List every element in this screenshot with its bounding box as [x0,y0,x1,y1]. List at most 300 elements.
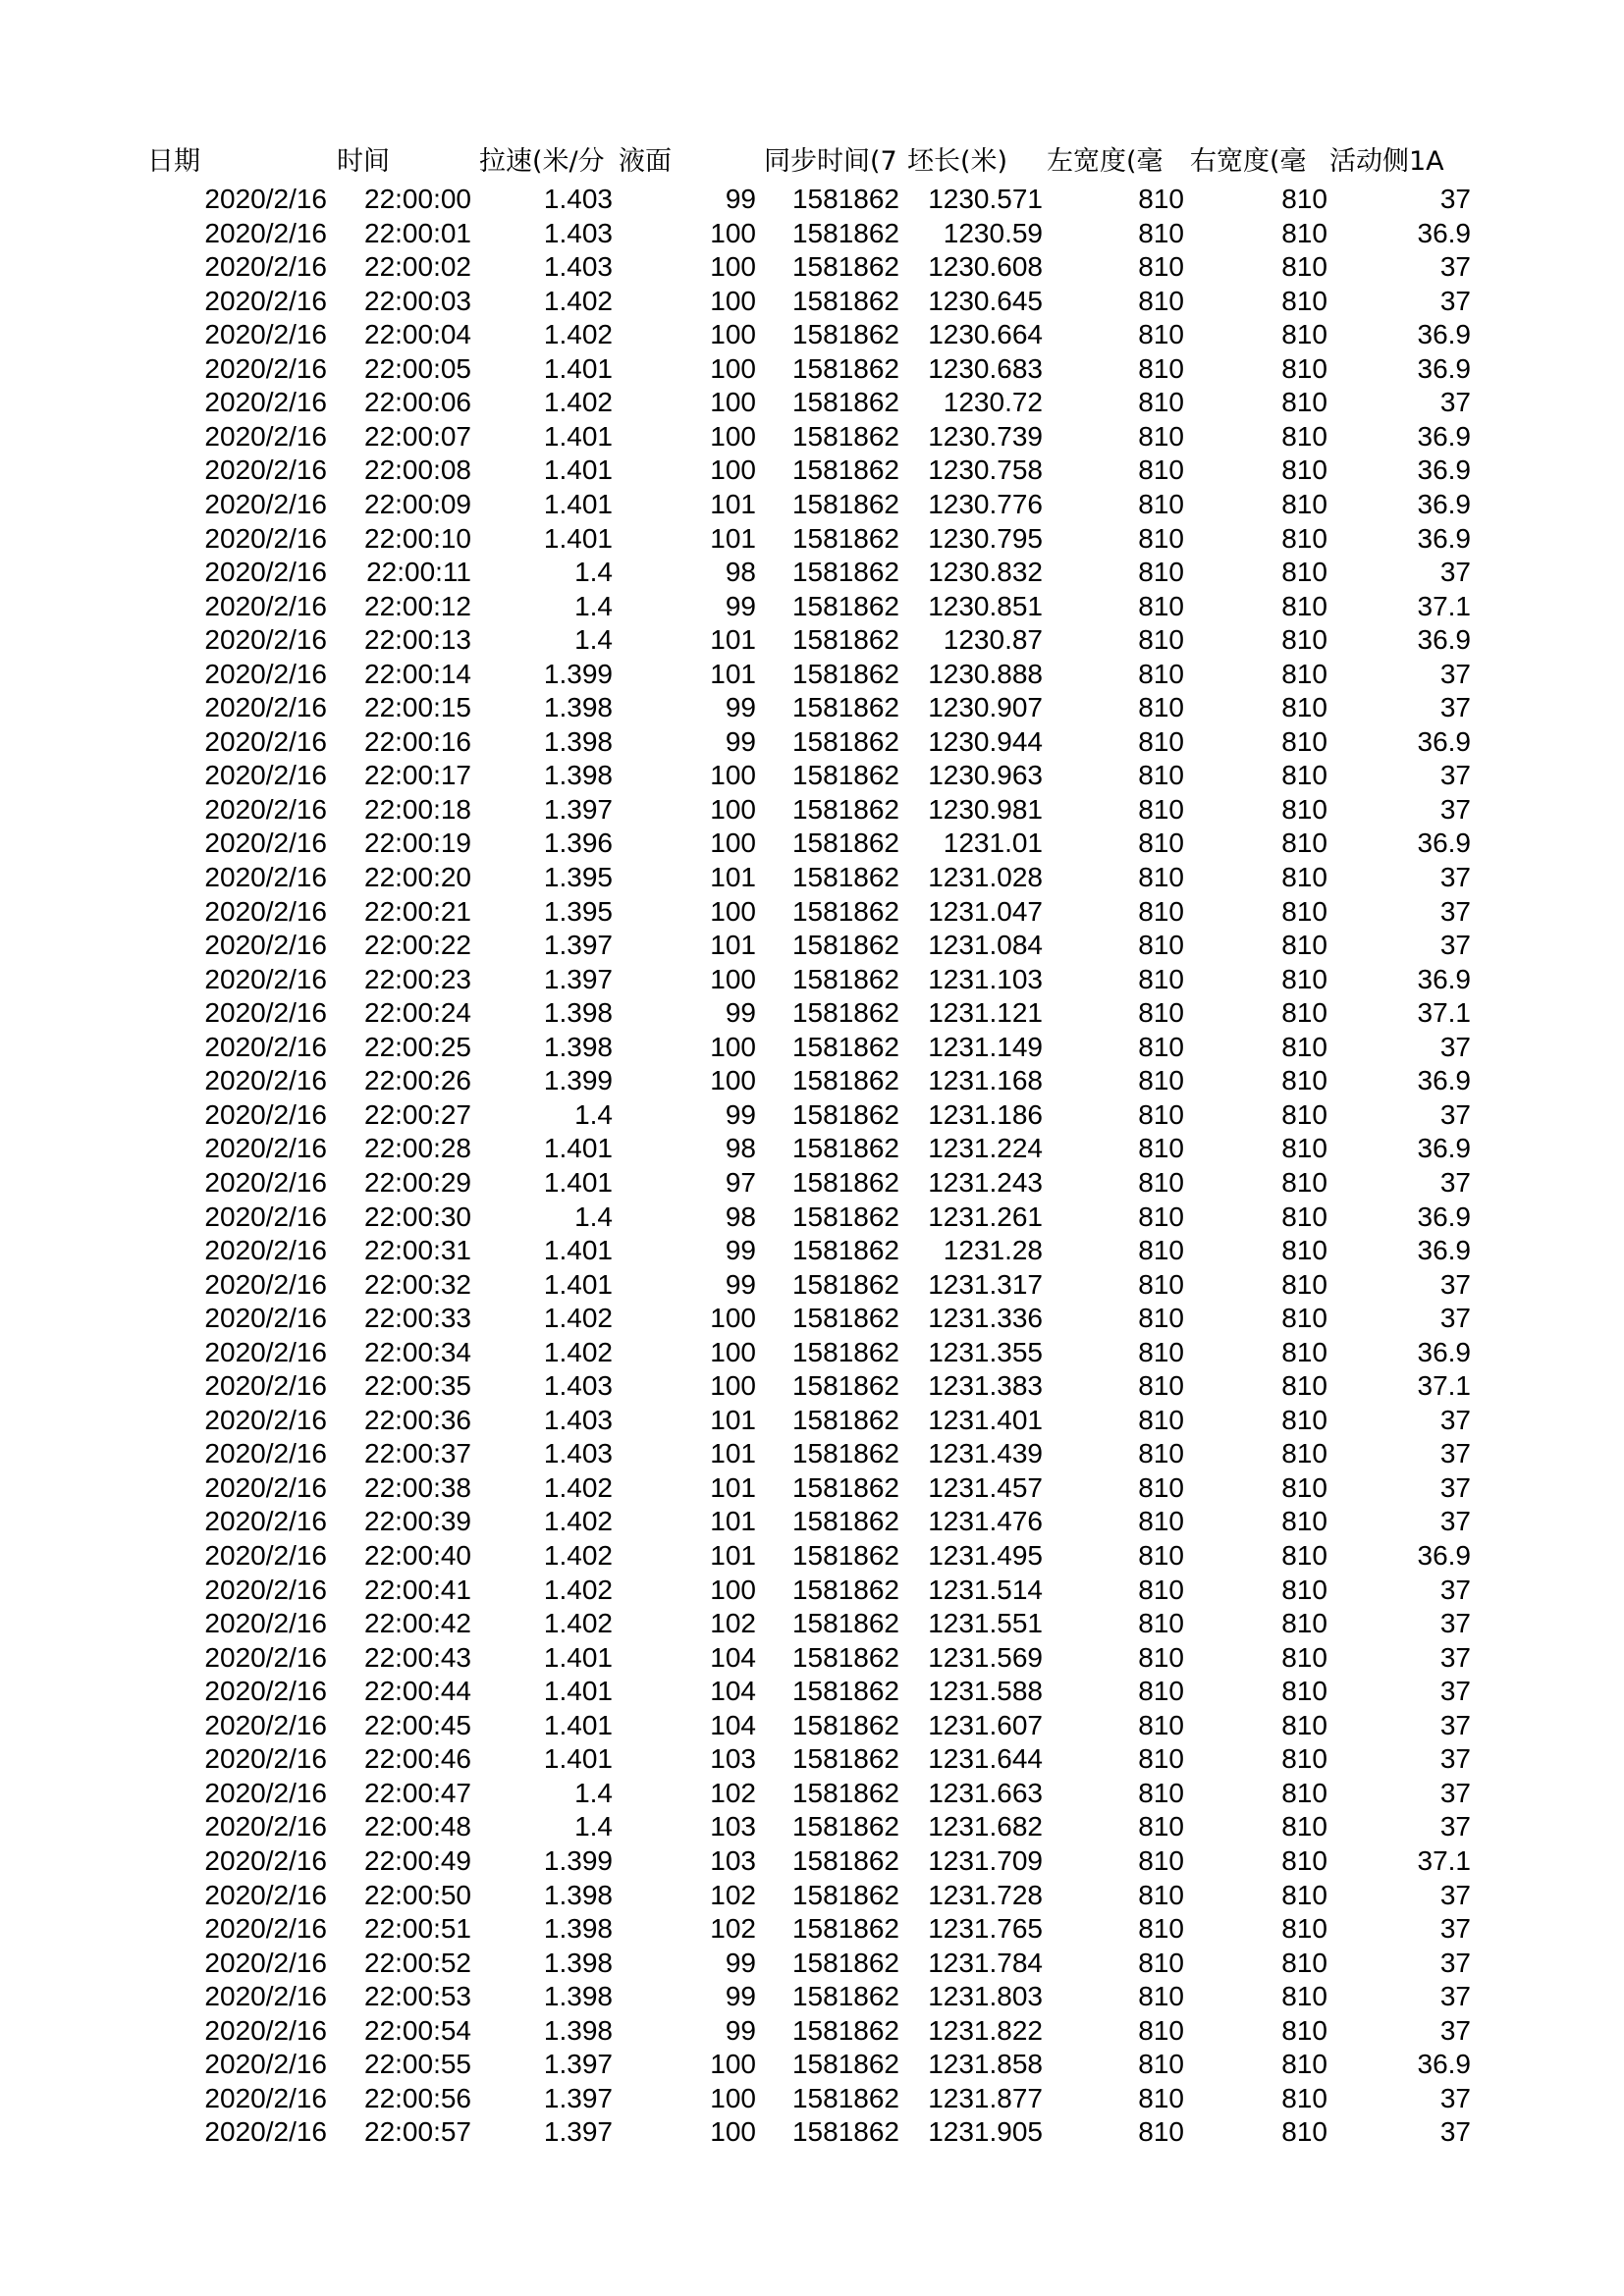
cell-active-side-1a: 36.9 [1417,319,1471,350]
cell-left-width: 810 [1138,1336,1184,1367]
cell-active-side-1a: 36.9 [1417,1336,1471,1367]
cell-sync-time: 1581862 [791,1608,899,1639]
cell-slab-length: 1231.905 [928,2116,1043,2148]
cell-date: 2020/2/16 [204,1777,327,1808]
cell-active-side-1a: 37 [1439,2014,1471,2046]
cell-date: 2020/2/16 [204,488,327,519]
cell-left-width: 810 [1138,1506,1184,1537]
cell-casting-speed: 1.399 [543,1844,613,1876]
cell-liquid-level: 100 [710,1065,756,1096]
cell-sync-time: 1581862 [791,1676,899,1707]
cell-slab-length: 1231.383 [928,1370,1043,1402]
cell-liquid-level: 101 [710,930,756,961]
cell-slab-length: 1231.355 [928,1336,1043,1367]
cell-liquid-level: 100 [710,217,756,248]
cell-slab-length: 1230.571 [928,184,1043,214]
cell-right-width: 810 [1281,1235,1327,1266]
table-row [0,2115,1624,2149]
cell-active-side-1a: 36.9 [1417,2049,1471,2080]
cell-liquid-level: 100 [710,319,756,350]
cell-time: 22:00:43 [364,1641,471,1673]
cell-date: 2020/2/16 [204,862,327,892]
cell-date: 2020/2/16 [204,319,327,350]
table-row [0,759,1624,792]
cell-active-side-1a: 37 [1439,2082,1471,2113]
cell-left-width: 810 [1138,1608,1184,1639]
cell-sync-time: 1581862 [791,1811,899,1842]
table-row [0,658,1624,691]
cell-sync-time: 1581862 [791,1471,899,1503]
cell-active-side-1a: 37 [1439,184,1471,214]
cell-liquid-level: 101 [710,862,756,892]
cell-slab-length: 1230.981 [928,793,1043,825]
cell-left-width: 810 [1138,930,1184,961]
cell-active-side-1a: 37 [1439,658,1471,689]
cell-slab-length: 1231.682 [928,1811,1043,1842]
cell-casting-speed: 1.402 [543,285,613,316]
cell-time: 22:00:05 [364,352,471,384]
cell-active-side-1a: 37 [1439,251,1471,283]
cell-sync-time: 1581862 [791,2014,899,2046]
cell-active-side-1a: 36.9 [1417,725,1471,757]
cell-active-side-1a: 37 [1439,1947,1471,1978]
cell-time: 22:00:09 [364,488,471,519]
cell-slab-length: 1231.103 [928,963,1043,994]
cell-right-width: 810 [1281,1608,1327,1639]
cell-slab-length: 1231.877 [928,2082,1043,2113]
cell-sync-time: 1581862 [791,1065,899,1096]
table-row [0,488,1624,521]
table-row [0,1132,1624,1165]
cell-sync-time: 1581862 [791,488,899,519]
cell-right-width: 810 [1281,1370,1327,1402]
cell-date: 2020/2/16 [204,828,327,859]
cell-right-width: 810 [1281,488,1327,519]
cell-left-width: 810 [1138,184,1184,214]
cell-date: 2020/2/16 [204,1540,327,1571]
cell-time: 22:00:26 [364,1065,471,1096]
cell-liquid-level: 100 [710,2049,756,2080]
cell-time: 22:00:31 [364,1235,471,1266]
cell-sync-time: 1581862 [791,217,899,248]
cell-liquid-level: 99 [725,1947,756,1978]
cell-casting-speed: 1.398 [543,1981,613,2012]
table-row [0,1369,1624,1403]
cell-right-width: 810 [1281,1065,1327,1096]
cell-slab-length: 1231.28 [943,1235,1043,1266]
cell-time: 22:00:14 [364,658,471,689]
table-row [0,793,1624,827]
cell-active-side-1a: 37 [1439,1098,1471,1130]
cell-liquid-level: 99 [725,1981,756,2012]
cell-right-width: 810 [1281,1098,1327,1130]
cell-slab-length: 1231.121 [928,997,1043,1029]
cell-slab-length: 1231.047 [928,895,1043,927]
cell-liquid-level: 101 [710,522,756,554]
cell-date: 2020/2/16 [204,285,327,316]
cell-active-side-1a: 36.9 [1417,488,1471,519]
table-row [0,2082,1624,2115]
cell-casting-speed: 1.397 [543,793,613,825]
cell-casting-speed: 1.402 [543,1574,613,1605]
cell-right-width: 810 [1281,319,1327,350]
table-header-row [0,145,1624,179]
cell-slab-length: 1231.317 [928,1268,1043,1300]
cell-liquid-level: 100 [710,251,756,283]
cell-left-width: 810 [1138,522,1184,554]
header-right-width: 右宽度(毫 [1190,146,1307,177]
table-row [0,556,1624,589]
cell-right-width: 810 [1281,1166,1327,1198]
cell-slab-length: 1231.663 [928,1777,1043,1808]
cell-casting-speed: 1.398 [543,2014,613,2046]
cell-casting-speed: 1.402 [543,387,613,418]
cell-casting-speed: 1.403 [543,1438,613,1469]
cell-time: 22:00:37 [364,1438,471,1469]
cell-active-side-1a: 37 [1439,760,1471,791]
cell-left-width: 810 [1138,1676,1184,1707]
cell-sync-time: 1581862 [791,285,899,316]
cell-left-width: 810 [1138,1438,1184,1469]
cell-slab-length: 1231.457 [928,1471,1043,1503]
header-slab-length: 坯长(米) [907,146,1008,177]
cell-slab-length: 1231.551 [928,1608,1043,1639]
table-row [0,183,1624,216]
table-row [0,454,1624,487]
cell-casting-speed: 1.4 [574,590,613,621]
cell-right-width: 810 [1281,828,1327,859]
cell-liquid-level: 100 [710,387,756,418]
cell-time: 22:00:45 [364,1709,471,1740]
cell-left-width: 810 [1138,658,1184,689]
cell-active-side-1a: 36.9 [1417,963,1471,994]
cell-active-side-1a: 36.9 [1417,352,1471,384]
cell-active-side-1a: 37 [1439,387,1471,418]
cell-active-side-1a: 37 [1439,1471,1471,1503]
cell-active-side-1a: 36.9 [1417,828,1471,859]
cell-sync-time: 1581862 [791,1981,899,2012]
cell-sync-time: 1581862 [791,2049,899,2080]
cell-date: 2020/2/16 [204,1844,327,1876]
cell-left-width: 810 [1138,1201,1184,1232]
cell-sync-time: 1581862 [791,590,899,621]
cell-slab-length: 1231.803 [928,1981,1043,2012]
cell-right-width: 810 [1281,793,1327,825]
cell-active-side-1a: 37 [1439,1709,1471,1740]
cell-active-side-1a: 37.1 [1417,1844,1471,1876]
cell-left-width: 810 [1138,1303,1184,1334]
cell-sync-time: 1581862 [791,2082,899,2113]
cell-sync-time: 1581862 [791,1166,899,1198]
cell-liquid-level: 101 [710,1540,756,1571]
cell-left-width: 810 [1138,2082,1184,2113]
header-time: 时间 [337,146,390,177]
cell-left-width: 810 [1138,1743,1184,1775]
cell-casting-speed: 1.397 [543,963,613,994]
cell-right-width: 810 [1281,895,1327,927]
cell-liquid-level: 98 [725,1201,756,1232]
cell-casting-speed: 1.4 [574,1098,613,1130]
cell-slab-length: 1231.439 [928,1438,1043,1469]
cell-liquid-level: 100 [710,895,756,927]
cell-casting-speed: 1.401 [543,1676,613,1707]
cell-time: 22:00:16 [364,725,471,757]
cell-time: 22:00:46 [364,1743,471,1775]
cell-sync-time: 1581862 [791,387,899,418]
table-row [0,386,1624,419]
cell-left-width: 810 [1138,1031,1184,1062]
cell-right-width: 810 [1281,1913,1327,1945]
cell-sync-time: 1581862 [791,1201,899,1232]
cell-casting-speed: 1.401 [543,1709,613,1740]
cell-slab-length: 1230.795 [928,522,1043,554]
cell-time: 22:00:42 [364,1608,471,1639]
cell-active-side-1a: 37 [1439,1268,1471,1300]
cell-casting-speed: 1.403 [543,184,613,214]
cell-sync-time: 1581862 [791,319,899,350]
cell-right-width: 810 [1281,454,1327,486]
table-row [0,1641,1624,1675]
cell-active-side-1a: 36.9 [1417,454,1471,486]
cell-date: 2020/2/16 [204,793,327,825]
table-row [0,1675,1624,1708]
cell-right-width: 810 [1281,557,1327,588]
table-row [0,1437,1624,1470]
cell-left-width: 810 [1138,251,1184,283]
cell-sync-time: 1581862 [791,1031,899,1062]
cell-time: 22:00:21 [364,895,471,927]
cell-left-width: 810 [1138,1811,1184,1842]
cell-liquid-level: 99 [725,1235,756,1266]
cell-casting-speed: 1.403 [543,217,613,248]
cell-active-side-1a: 36.9 [1417,1235,1471,1266]
cell-right-width: 810 [1281,1336,1327,1367]
cell-time: 22:00:33 [364,1303,471,1334]
cell-right-width: 810 [1281,1879,1327,1910]
cell-left-width: 810 [1138,1947,1184,1978]
cell-sync-time: 1581862 [791,1370,899,1402]
cell-time: 22:00:55 [364,2049,471,2080]
cell-liquid-level: 100 [710,1370,756,1402]
cell-sync-time: 1581862 [791,692,899,723]
cell-date: 2020/2/16 [204,2014,327,2046]
cell-liquid-level: 100 [710,454,756,486]
cell-sync-time: 1581862 [791,1777,899,1808]
cell-right-width: 810 [1281,1811,1327,1842]
table-row [0,963,1624,996]
cell-slab-length: 1230.59 [943,217,1043,248]
cell-time: 22:00:30 [364,1201,471,1232]
cell-slab-length: 1231.336 [928,1303,1043,1334]
cell-liquid-level: 100 [710,1031,756,1062]
cell-right-width: 810 [1281,725,1327,757]
table-row [0,318,1624,351]
cell-time: 22:00:27 [364,1098,471,1130]
cell-sync-time: 1581862 [791,352,899,384]
table-row [0,1742,1624,1776]
cell-date: 2020/2/16 [204,1608,327,1639]
cell-time: 22:00:51 [364,1913,471,1945]
cell-casting-speed: 1.397 [543,2116,613,2148]
table-row [0,1471,1624,1505]
cell-casting-speed: 1.402 [543,1506,613,1537]
header-date: 日期 [147,146,200,177]
cell-time: 22:00:11 [366,557,471,588]
cell-active-side-1a: 37 [1439,1574,1471,1605]
cell-active-side-1a: 36.9 [1417,217,1471,248]
cell-liquid-level: 104 [710,1709,756,1740]
cell-slab-length: 1231.607 [928,1709,1043,1740]
cell-left-width: 810 [1138,793,1184,825]
header-casting-speed: 拉速(米/分 [479,146,605,177]
cell-date: 2020/2/16 [204,1201,327,1232]
cell-left-width: 810 [1138,1879,1184,1910]
cell-casting-speed: 1.397 [543,2049,613,2080]
cell-right-width: 810 [1281,590,1327,621]
cell-active-side-1a: 37 [1439,1879,1471,1910]
cell-date: 2020/2/16 [204,963,327,994]
table-row [0,996,1624,1030]
cell-time: 22:00:18 [364,793,471,825]
cell-liquid-level: 101 [710,1404,756,1435]
cell-liquid-level: 103 [710,1844,756,1876]
table-row [0,929,1624,962]
cell-date: 2020/2/16 [204,1981,327,2012]
cell-slab-length: 1230.944 [928,725,1043,757]
cell-right-width: 810 [1281,387,1327,418]
cell-sync-time: 1581862 [791,963,899,994]
cell-right-width: 810 [1281,930,1327,961]
cell-liquid-level: 100 [710,793,756,825]
cell-time: 22:00:44 [364,1676,471,1707]
cell-sync-time: 1581862 [791,522,899,554]
cell-sync-time: 1581862 [791,420,899,452]
cell-right-width: 810 [1281,184,1327,214]
cell-casting-speed: 1.402 [543,1303,613,1334]
cell-date: 2020/2/16 [204,895,327,927]
cell-casting-speed: 1.401 [543,1743,613,1775]
cell-sync-time: 1581862 [791,557,899,588]
cell-active-side-1a: 37.1 [1417,590,1471,621]
cell-date: 2020/2/16 [204,1438,327,1469]
table-row [0,691,1624,724]
cell-slab-length: 1231.709 [928,1844,1043,1876]
cell-time: 22:00:54 [364,2014,471,2046]
cell-left-width: 810 [1138,725,1184,757]
cell-time: 22:00:29 [364,1166,471,1198]
table-row [0,1980,1624,2013]
table-row [0,1844,1624,1878]
cell-active-side-1a: 36.9 [1417,522,1471,554]
cell-liquid-level: 101 [710,1506,756,1537]
cell-liquid-level: 100 [710,1574,756,1605]
cell-time: 22:00:38 [364,1471,471,1503]
cell-left-width: 810 [1138,319,1184,350]
cell-liquid-level: 101 [710,1438,756,1469]
cell-slab-length: 1230.851 [928,590,1043,621]
cell-left-width: 810 [1138,997,1184,1029]
cell-liquid-level: 99 [725,184,756,214]
cell-active-side-1a: 37 [1439,793,1471,825]
table-row [0,1336,1624,1369]
cell-time: 22:00:52 [364,1947,471,1978]
header-sync-time: 同步时间(7 [764,146,897,177]
cell-casting-speed: 1.398 [543,1879,613,1910]
cell-left-width: 810 [1138,557,1184,588]
cell-time: 22:00:41 [364,1574,471,1605]
cell-slab-length: 1231.243 [928,1166,1043,1198]
header-liquid-level: 液面 [619,146,672,177]
cell-liquid-level: 100 [710,352,756,384]
table-row [0,1404,1624,1437]
cell-date: 2020/2/16 [204,387,327,418]
cell-slab-length: 1231.261 [928,1201,1043,1232]
cell-date: 2020/2/16 [204,420,327,452]
cell-casting-speed: 1.4 [574,1811,613,1842]
cell-sync-time: 1581862 [791,624,899,656]
cell-liquid-level: 101 [710,488,756,519]
cell-right-width: 810 [1281,692,1327,723]
cell-liquid-level: 102 [710,1777,756,1808]
cell-casting-speed: 1.401 [543,1166,613,1198]
cell-time: 22:00:17 [364,760,471,791]
cell-sync-time: 1581862 [791,184,899,214]
cell-liquid-level: 99 [725,692,756,723]
cell-slab-length: 1231.495 [928,1540,1043,1571]
cell-date: 2020/2/16 [204,1133,327,1164]
cell-slab-length: 1231.644 [928,1743,1043,1775]
cell-date: 2020/2/16 [204,1166,327,1198]
cell-casting-speed: 1.402 [543,1608,613,1639]
cell-casting-speed: 1.402 [543,1540,613,1571]
cell-liquid-level: 98 [725,1133,756,1164]
table-row [0,2014,1624,2048]
cell-date: 2020/2/16 [204,557,327,588]
cell-liquid-level: 100 [710,285,756,316]
cell-left-width: 810 [1138,1844,1184,1876]
cell-casting-speed: 1.403 [543,1404,613,1435]
cell-active-side-1a: 37 [1439,1506,1471,1537]
cell-liquid-level: 100 [710,760,756,791]
cell-active-side-1a: 37 [1439,1303,1471,1334]
cell-sync-time: 1581862 [791,930,899,961]
cell-date: 2020/2/16 [204,2082,327,2113]
cell-date: 2020/2/16 [204,522,327,554]
table-row [0,285,1624,318]
cell-left-width: 810 [1138,828,1184,859]
cell-liquid-level: 101 [710,658,756,689]
cell-left-width: 810 [1138,285,1184,316]
cell-right-width: 810 [1281,1777,1327,1808]
cell-liquid-level: 100 [710,420,756,452]
cell-casting-speed: 1.401 [543,1235,613,1266]
cell-left-width: 810 [1138,1166,1184,1198]
cell-active-side-1a: 37 [1439,1743,1471,1775]
cell-right-width: 810 [1281,1947,1327,1978]
cell-date: 2020/2/16 [204,1098,327,1130]
table-row [0,1302,1624,1335]
cell-casting-speed: 1.4 [574,557,613,588]
cell-date: 2020/2/16 [204,2116,327,2148]
cell-right-width: 810 [1281,285,1327,316]
cell-date: 2020/2/16 [204,1913,327,1945]
cell-active-side-1a: 37 [1439,1811,1471,1842]
cell-time: 22:00:10 [364,522,471,554]
cell-slab-length: 1230.832 [928,557,1043,588]
cell-left-width: 810 [1138,1370,1184,1402]
table-row [0,725,1624,759]
cell-time: 22:00:28 [364,1133,471,1164]
